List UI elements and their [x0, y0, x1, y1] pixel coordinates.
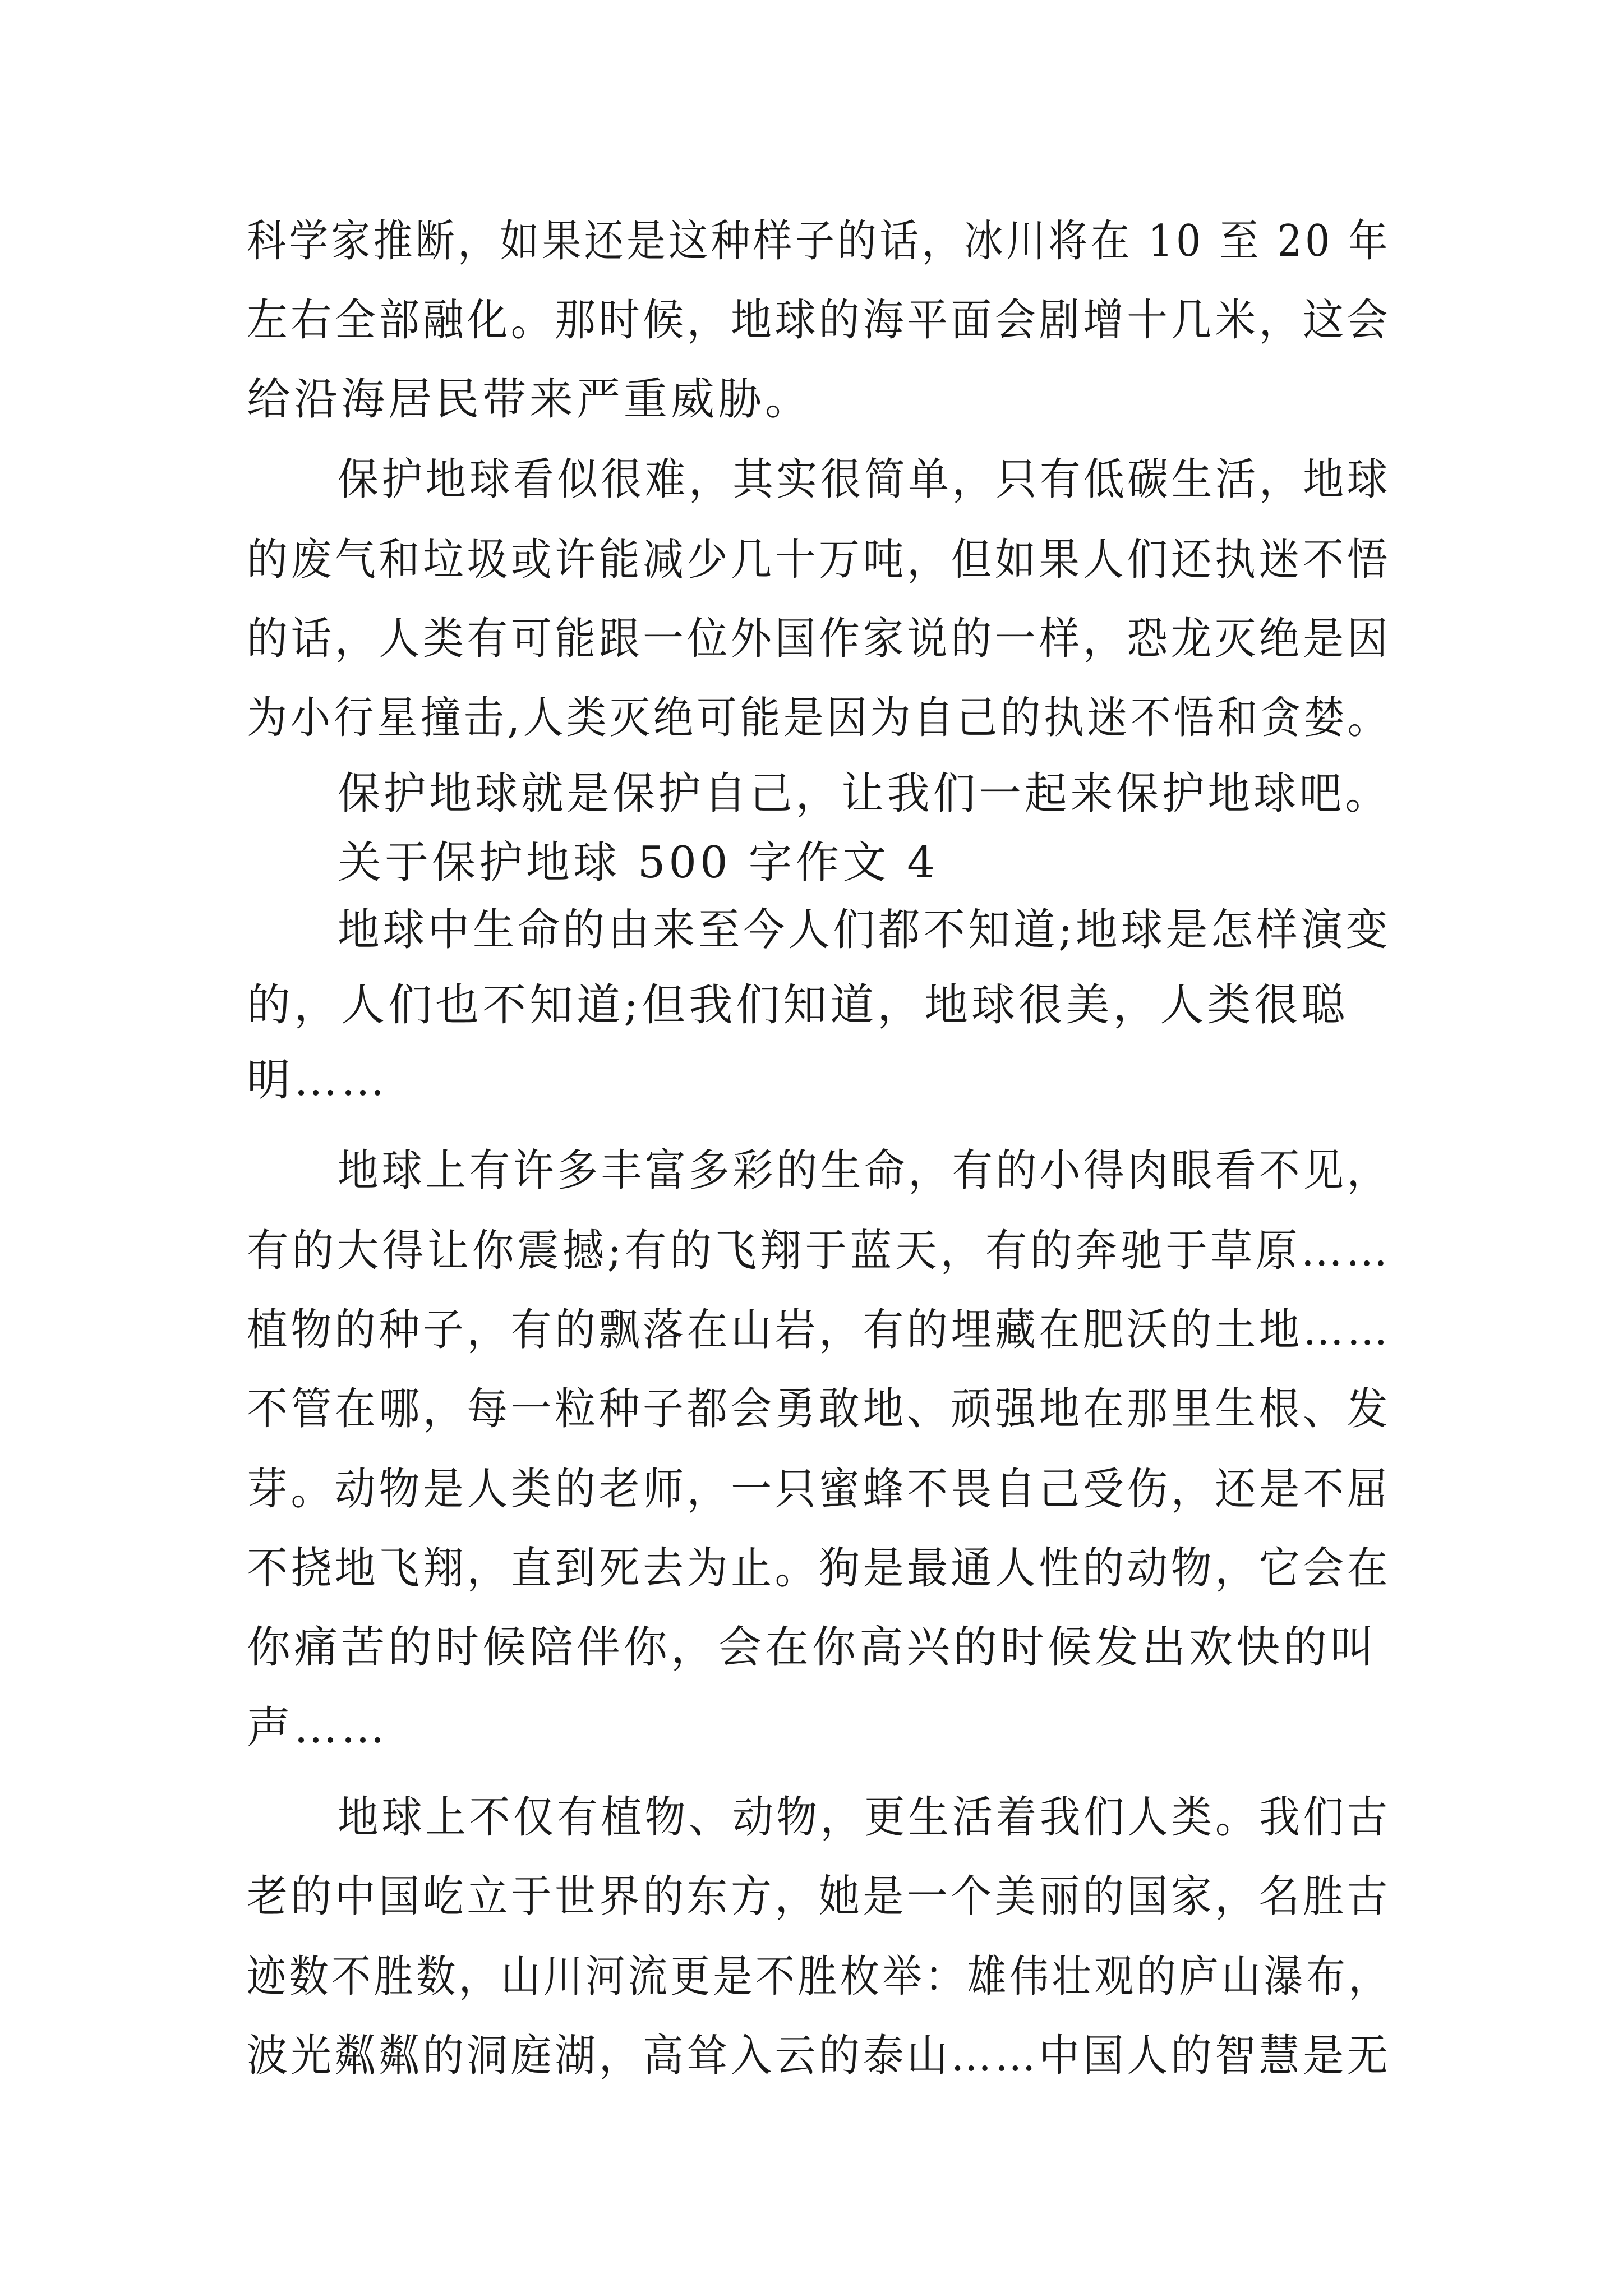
- text-line: 迹数不胜数，山川河流更是不胜枚举：雄伟壮观的庐山瀑布，: [247, 1952, 1391, 2002]
- text-line: 不挠地飞翔，直到死去为止。狗是最通人性的动物，它会在: [247, 1543, 1391, 1594]
- text-line: 声……: [247, 1703, 389, 1753]
- text-line: 老的中国屹立于世界的东方，她是一个美丽的国家，名胜古: [247, 1871, 1391, 1922]
- text-line: 地球上有许多丰富多彩的生命，有的小得肉眼看不见，: [338, 1145, 1391, 1196]
- text-line: 为小行星撞击,人类灭绝可能是因为自己的执迷不悟和贪婪。: [247, 693, 1391, 743]
- text-line: 芽。动物是人类的老师，一只蜜蜂不畏自己受伤，还是不屈: [247, 1464, 1391, 1515]
- text-line: 不管在哪，每一粒种子都会勇敢地、顽强地在那里生根、发: [247, 1384, 1391, 1434]
- text-line: 地球上不仅有植物、动物，更生活着我们人类。我们古: [338, 1792, 1391, 1843]
- text-line: 有的大得让你震撼;有的飞翔于蓝天，有的奔驰于草原……: [247, 1226, 1391, 1276]
- text-line: 地球中生命的由来至今人们都不知道;地球是怎样演变: [338, 905, 1391, 955]
- text-line: 给沿海居民带来严重威胁。: [247, 374, 813, 425]
- text-line: 你痛苦的时候陪伴你，会在你高兴的时候发出欢快的叫: [247, 1622, 1378, 1673]
- text-line: 的废气和垃圾或许能减少几十万吨，但如果人们还执迷不悟: [247, 535, 1391, 585]
- text-line: 的话，人类有可能跟一位外国作家说的一样，恐龙灭绝是因: [247, 614, 1391, 664]
- section-heading: 关于保护地球 500 字作文 4: [338, 838, 938, 888]
- text-line: 植物的种子，有的飘落在山岩，有的埋藏在肥沃的土地……: [247, 1305, 1391, 1355]
- text-line: 的，人们也不知道;但我们知道，地球很美，人类很聪: [247, 980, 1349, 1030]
- text-line: 保护地球看似很难，其实很简单，只有低碳生活，地球: [338, 454, 1391, 505]
- text-line: 左右全部融化。那时候，地球的海平面会剧增十几米，这会: [247, 295, 1391, 346]
- text-line: 波光粼粼的洞庭湖，高耸入云的泰山……中国人的智慧是无: [247, 2031, 1391, 2081]
- text-line: 科学家推断，如果还是这种样子的话，冰川将在 10 至 20 年: [247, 216, 1391, 266]
- text-line: 保护地球就是保护自己，让我们一起来保护地球吧。: [338, 769, 1391, 819]
- text-line: 明……: [247, 1055, 389, 1106]
